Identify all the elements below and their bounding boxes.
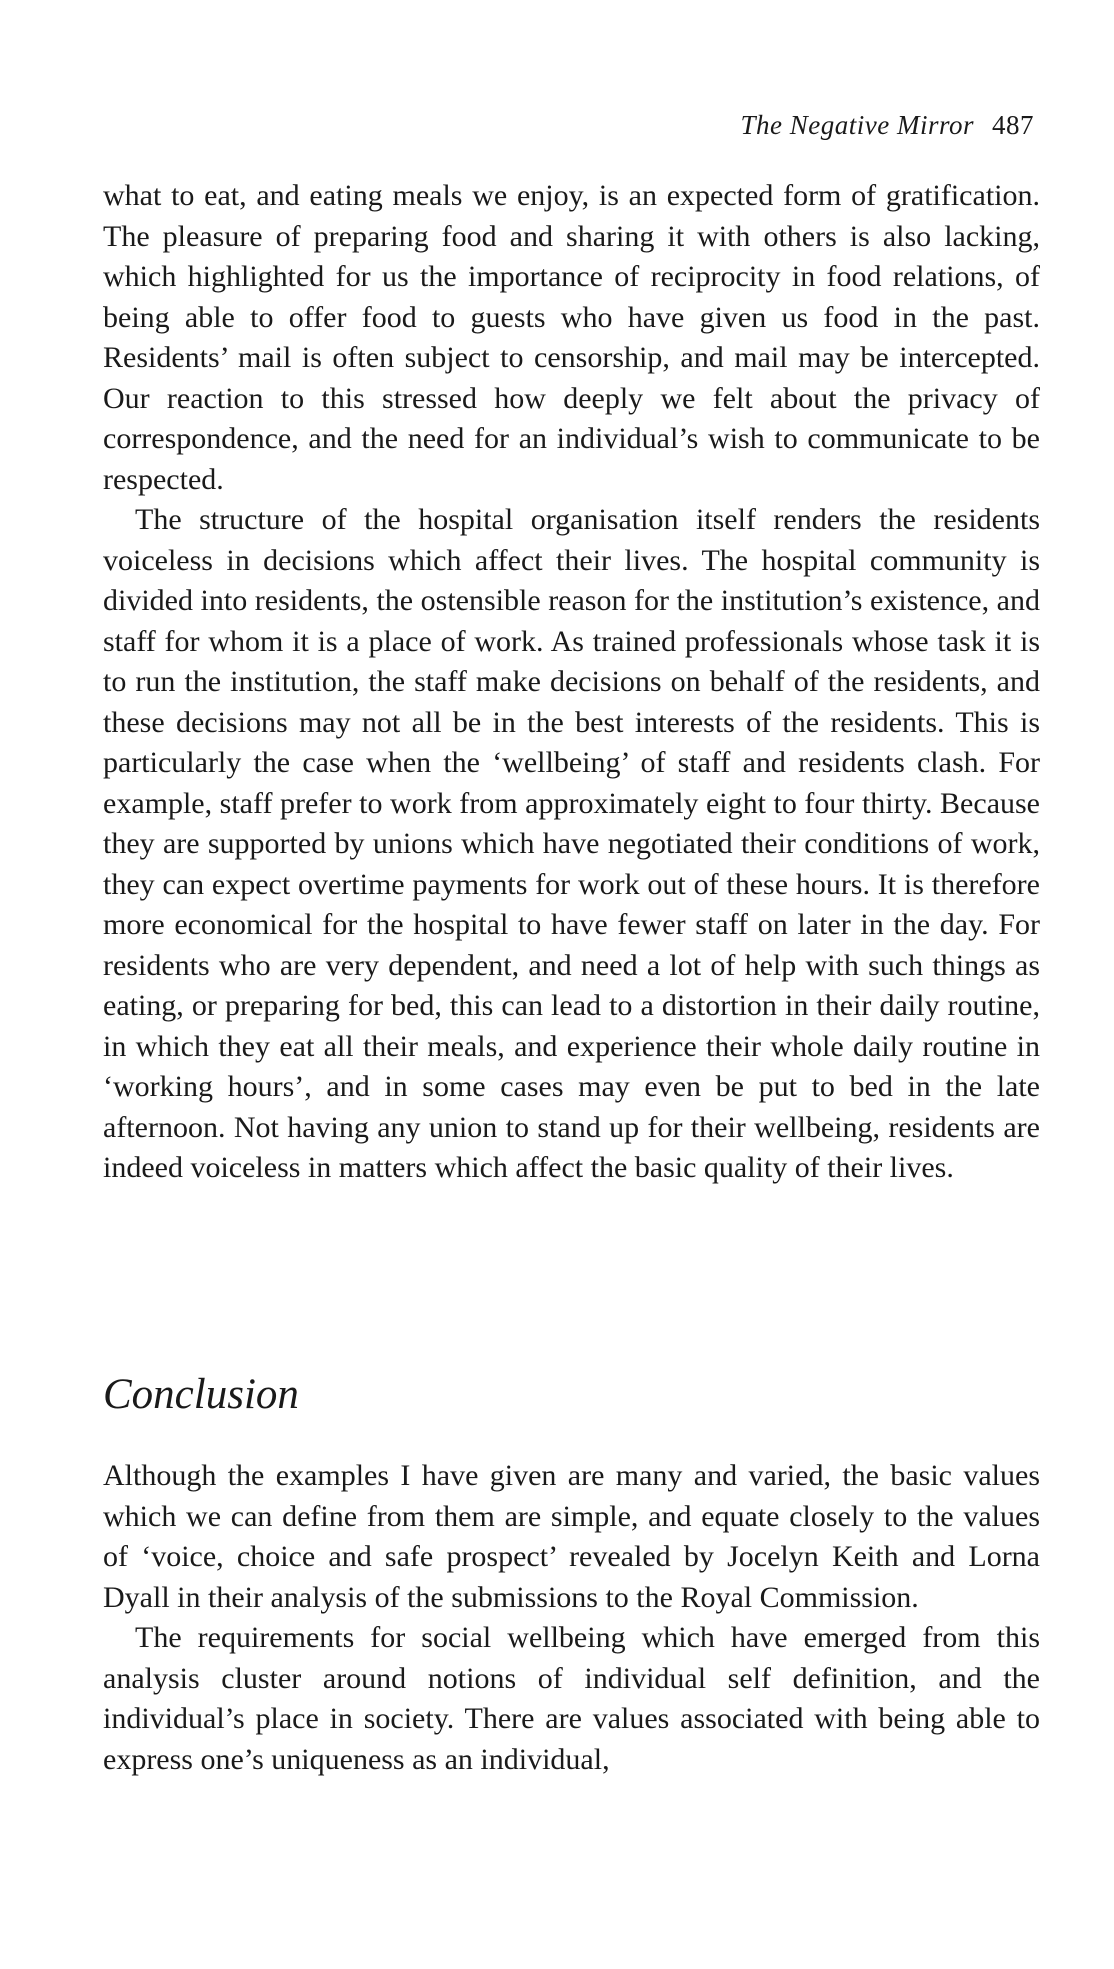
running-header	[741, 110, 1034, 141]
paragraph: what to eat, and eating meals we enjoy, is an expected form of gratification. The pleasure of preparing food and sharing it with others is also lacking, which highlighted for us the importance of reciprocity in food relations, of being able to offer food to guests who have given us food in the past. Residents’ mail is often subject to censorship, and mail may be intercepted. Our reaction to this stressed how deeply we felt about the privacy of correspondence, and the need for an individual’s wish to communicate to be respected.	[103, 179, 1040, 496]
paragraph: Although the examples I have given are many and varied, the basic values which we can define from them are simple, and equate closely to the values of ‘voice, choice and safe prospect’ revealed by Jocelyn Keith and Lorna Dyall in their analysis of the submissions to the Royal Commission.	[103, 1459, 1040, 1614]
paragraph: The structure of the hospital organisation itself renders the residents voiceless in decisions which affect their lives. The hospital community is divided into residents, the ostensible reason for the institution’s existence, and staff for whom it is a place of work. As trained professionals whose task it is to run the institution, the staff make decisions on behalf of the residents, and these decisions may not all be in the best interests of the residents. This is particularly the case when the ‘wellbeing’ of staff and residents clash. For example, staff prefer to work from approximately eight to four thirty. Because they are supported by unions which have negotiated their conditions of work, they can expect overtime payments for work out of these hours. It is therefore more economical for the hospital to have fewer staff on later in the day. For residents who are very dependent, and need a lot of help with such things as eating, or preparing for bed, this can lead to a distortion in their daily routine, in which they eat all their meals, and experience their whole daily routine in ‘working hours’, and in some cases may even be put to bed in the late afternoon. Not having any union to stand up for their wellbeing, residents are indeed voiceless in matters which affect the basic quality of their lives.	[103, 503, 1040, 1184]
running-title: The Negative Mirror	[740, 110, 974, 140]
conclusion-text-section	[103, 1456, 1040, 1780]
paragraph: The requirements for social wellbeing which have emerged from this analysis cluster around notions of individual self definition, and the individual’s place in society. There are values associated with being able to express one’s uniqueness as an individual,	[103, 1621, 1040, 1776]
page-number: 487	[992, 110, 1034, 140]
section-heading: Conclusion	[103, 1371, 299, 1418]
body-text-section	[103, 176, 1040, 1189]
